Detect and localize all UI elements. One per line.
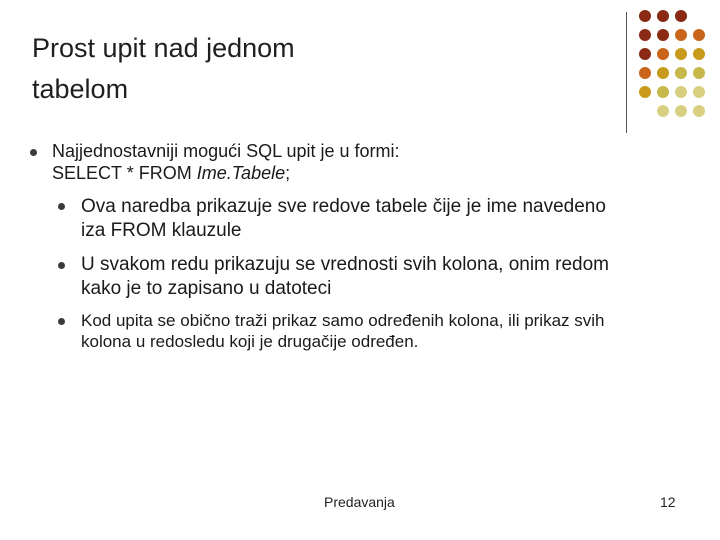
decor-dot [639,10,651,22]
decor-dot [639,48,651,60]
decor-dot [693,48,705,60]
decor-dot [693,105,705,117]
sub-bullet-1-line-1: Ova naredba prikazuje sve redove tabele čije je ime navedeno [81,196,606,217]
decor-dot [657,10,669,22]
decor-dot [639,67,651,79]
bullet-icon [58,262,65,269]
decor-dot [675,29,687,41]
sql-prefix: SELECT * FROM [52,163,197,183]
decor-dot [657,105,669,117]
decor-dot [675,86,687,98]
sql-suffix: ; [285,163,291,183]
decor-dot [675,67,687,79]
decor-vertical-line [626,12,627,133]
sub-bullet-1 [81,195,701,243]
page-number: 12 [660,494,676,510]
title-line-1: Prost upit nad jednom [32,33,295,63]
footer-label: Predavanja [324,494,395,510]
slide-title [32,28,452,110]
decor-dot [675,10,687,22]
bullet-icon [58,203,65,210]
sub-bullet-3-line-1: Kod upita se obično traži prikaz samo određenih kolona, ili prikaz svih [81,311,605,330]
decor-dot [693,86,705,98]
sub-bullet-2 [81,253,701,301]
sub-bullet-2-line-2: kako je to zapisano u datoteci [81,278,332,299]
sub-bullet-2-line-1: U svakom redu prikazuju se vrednosti svih kolona, onim redom [81,254,610,275]
bullet-icon [58,318,65,325]
bullet-1-line-2 [52,162,712,184]
bullet-1-line-1: Najjednostavniji mogući SQL upit je u formi: [52,141,400,161]
decor-dot [693,29,705,41]
decor-dot [639,86,651,98]
decor-dot [693,67,705,79]
bullet-icon [30,149,37,156]
decor-dot [675,48,687,60]
decor-dot [657,67,669,79]
sql-table-name: Ime.Tabele [196,163,286,183]
decor-dot [639,29,651,41]
title-line-2: tabelom [32,74,129,104]
decor-dot [657,48,669,60]
sub-bullet-3 [81,310,701,352]
sub-bullet-3-line-2: kolona u redosledu koji je drugačije određen. [81,332,419,351]
bullet-1 [52,140,712,184]
decor-dot [657,29,669,41]
decor-dot [675,105,687,117]
sub-bullet-1-line-2: iza FROM klauzule [81,220,242,241]
decor-dot [657,86,669,98]
